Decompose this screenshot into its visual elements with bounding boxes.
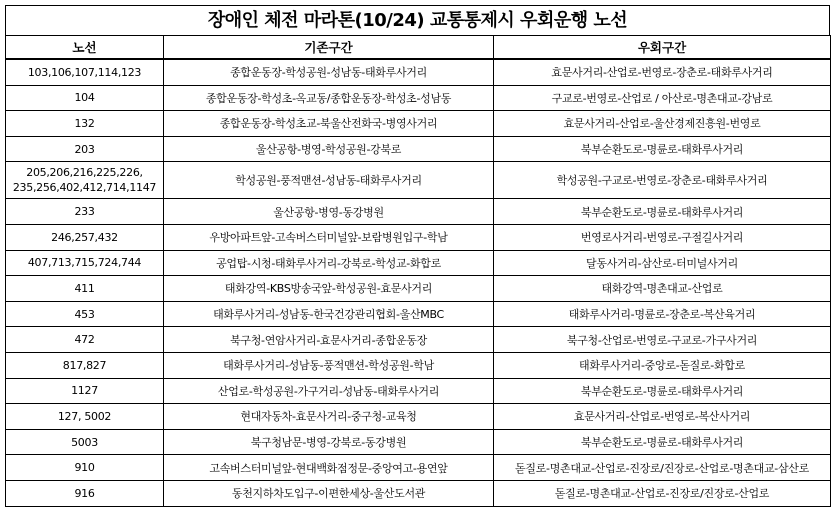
table-row xyxy=(6,301,831,327)
detour-section-cell: 효문사거리-산업로-번영로-복산사거리 xyxy=(494,404,831,430)
existing-section-cell: 고속버스터미널앞-현대백화점정문-중앙여고-용연앞 xyxy=(164,455,494,481)
route-cell: 817,827 xyxy=(6,352,164,378)
existing-section-cell: 태화강역-KBS방송국앞-학성공원-효문사거리 xyxy=(164,276,494,302)
detour-section-cell: 효문사거리-산업로-번영로-장춘로-태화루사거리 xyxy=(494,59,831,85)
table-row xyxy=(6,162,831,199)
route-cell: 5003 xyxy=(6,429,164,455)
existing-section-cell: 우방아파트앞-고속버스터미널앞-보람병원입구-학남 xyxy=(164,224,494,250)
detour-section-cell: 학성공원-구교로-번영로-장춘로-태화루사거리 xyxy=(494,162,831,199)
route-cell: 916 xyxy=(6,480,164,506)
route-cell: 104 xyxy=(6,85,164,111)
existing-section-cell: 현대자동차-효문사거리-중구청-교육청 xyxy=(164,404,494,430)
existing-section-cell: 울산공항-병영-동강병원 xyxy=(164,199,494,225)
table-row xyxy=(6,455,831,481)
table-header-row xyxy=(6,36,831,60)
route-cell: 411 xyxy=(6,276,164,302)
route-cell: 203 xyxy=(6,136,164,162)
route-cell: 910 xyxy=(6,455,164,481)
route-cell: 205,206,216,225,226, 235,256,402,412,714,1147 xyxy=(6,162,164,199)
detour-notice xyxy=(5,5,830,507)
existing-section-cell: 태화루사거리-성남동-풍적맨션-학성공원-학남 xyxy=(164,352,494,378)
route-cell: 1127 xyxy=(6,378,164,404)
table-body xyxy=(6,59,831,506)
table-row xyxy=(6,199,831,225)
detour-section-cell: 북부순환도로-명륜로-태화루사거리 xyxy=(494,429,831,455)
table-row xyxy=(6,480,831,506)
table-row xyxy=(6,404,831,430)
route-cell: 453 xyxy=(6,301,164,327)
table-row xyxy=(6,429,831,455)
header-route: 노선 xyxy=(6,36,164,60)
existing-section-cell: 산업로-학성공원-가구거리-성남동-태화루사거리 xyxy=(164,378,494,404)
existing-section-cell: 학성공원-풍적맨션-성남동-태화루사거리 xyxy=(164,162,494,199)
detour-section-cell: 북부순환도로-명륜로-태화루사거리 xyxy=(494,199,831,225)
existing-section-cell: 공업탑-시청-태화루사거리-강북로-학성교-화합로 xyxy=(164,250,494,276)
detour-section-cell: 태화강역-명촌대교-산업로 xyxy=(494,276,831,302)
route-cell: 127, 5002 xyxy=(6,404,164,430)
detour-section-cell: 효문사거리-산업로-울산경제진흥원-번영로 xyxy=(494,111,831,137)
table-row xyxy=(6,276,831,302)
detour-section-cell: 번영로사거리-번영로-구절길사거리 xyxy=(494,224,831,250)
table-row xyxy=(6,352,831,378)
route-cell: 246,257,432 xyxy=(6,224,164,250)
header-existing-section: 기존구간 xyxy=(164,36,494,60)
detour-section-cell: 북구청-산업로-번영로-구교로-가구사거리 xyxy=(494,327,831,353)
detour-section-cell: 돋질로-명촌대교-산업로-진장로/진장로-산업로-명촌대교-삼산로 xyxy=(494,455,831,481)
table-row xyxy=(6,136,831,162)
detour-section-cell: 태화루사거리-명륜로-장춘로-복산육거리 xyxy=(494,301,831,327)
existing-section-cell: 태화루사거리-성남동-한국건강관리협회-울산MBC xyxy=(164,301,494,327)
existing-section-cell: 종합운동장-학성초교-북울산전화국-병영사거리 xyxy=(164,111,494,137)
table-row xyxy=(6,59,831,85)
existing-section-cell: 종합운동장-학성공원-성남동-태화루사거리 xyxy=(164,59,494,85)
header-detour-section: 우회구간 xyxy=(494,36,831,60)
table-row xyxy=(6,250,831,276)
existing-section-cell: 북구청남문-병영-강북로-동강병원 xyxy=(164,429,494,455)
detour-section-cell: 돋질로-명촌대교-산업로-진장로/진장로-산업로 xyxy=(494,480,831,506)
existing-section-cell: 종합운동장-학성초-옥교동/종합운동장-학성초-성남동 xyxy=(164,85,494,111)
route-cell: 132 xyxy=(6,111,164,137)
detour-section-cell: 북부순환도로-명륜로-태화루사거리 xyxy=(494,378,831,404)
route-cell: 233 xyxy=(6,199,164,225)
existing-section-cell: 울산공항-병영-학성공원-강북로 xyxy=(164,136,494,162)
route-cell: 103,106,107,114,123 xyxy=(6,59,164,85)
page-title: 장애인 체전 마라톤(10/24) 교통통제시 우회운행 노선 xyxy=(5,5,830,35)
route-cell: 472 xyxy=(6,327,164,353)
table-row xyxy=(6,111,831,137)
route-cell: 407,713,715,724,744 xyxy=(6,250,164,276)
existing-section-cell: 북구청-연암사거리-효문사거리-종합운동장 xyxy=(164,327,494,353)
table-row xyxy=(6,85,831,111)
table-row xyxy=(6,224,831,250)
detour-section-cell: 북부순환도로-명륜로-태화루사거리 xyxy=(494,136,831,162)
detour-section-cell: 태화루사거리-중앙로-돋질로-화합로 xyxy=(494,352,831,378)
table-row xyxy=(6,378,831,404)
existing-section-cell: 동천지하차도입구-이편한세상-울산도서관 xyxy=(164,480,494,506)
detour-section-cell: 달동사거리-삼산로-터미널사거리 xyxy=(494,250,831,276)
detour-section-cell: 구교로-번영로-산업로 / 아산로-명촌대교-강남로 xyxy=(494,85,831,111)
table-row xyxy=(6,327,831,353)
detour-table xyxy=(5,35,831,507)
